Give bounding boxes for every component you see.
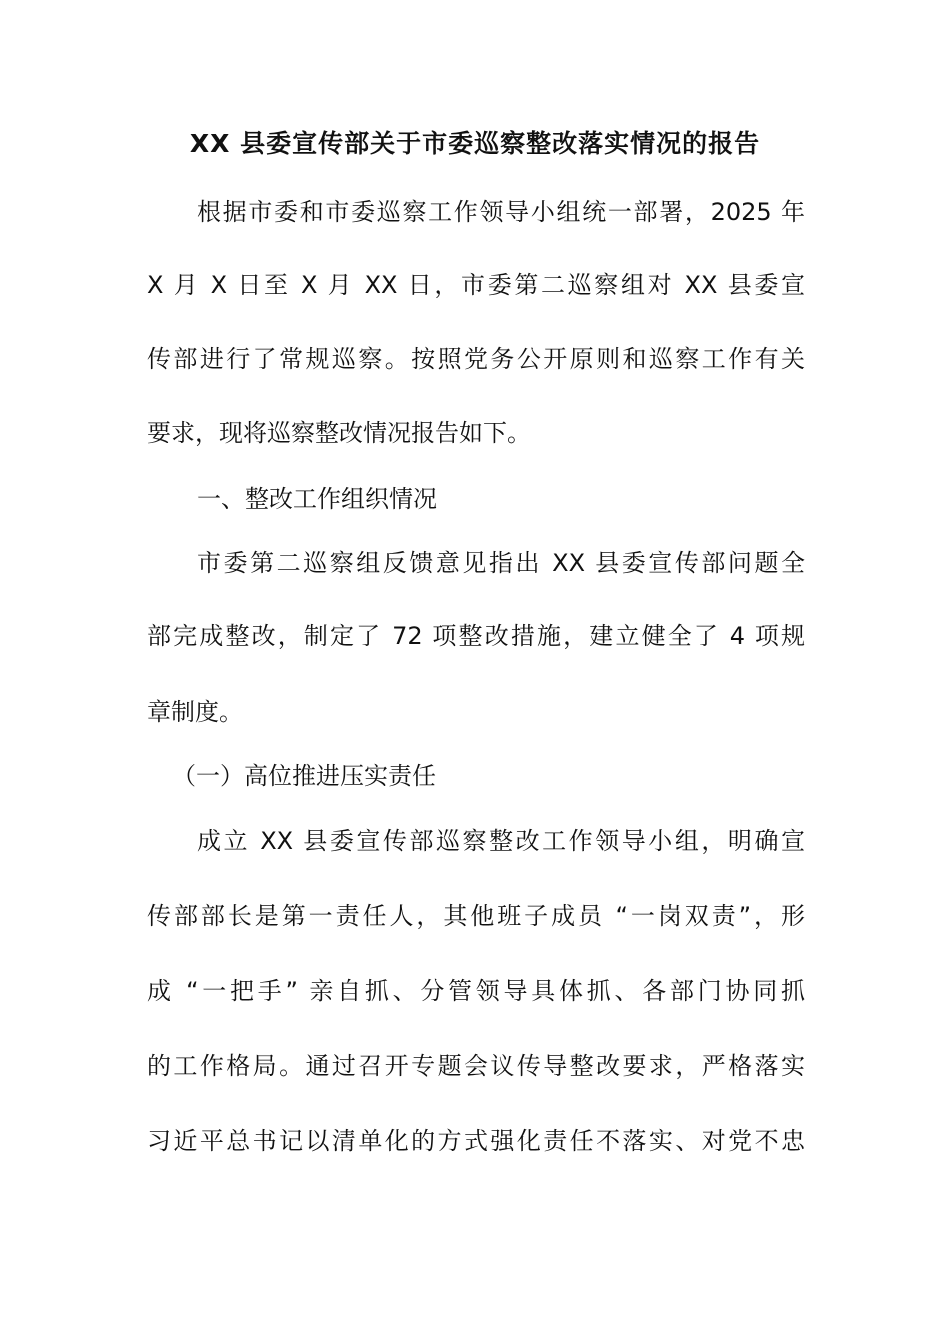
text-line: 要求，现将巡察整改情况报告如下。 [147, 419, 531, 447]
text-line: 习近平总书记以清单化的方式强化责任不落实、对党不忠 [147, 1127, 805, 1155]
subsection-heading: （一）高位推进压实责任 [172, 762, 436, 790]
text-line: 的工作格局。通过召开专题会议传导整改要求，严格落实 [147, 1052, 805, 1080]
text-line: 市委第二巡察组反馈意见指出 XX 县委宣传部问题全 [197, 549, 805, 577]
section-heading: 一、整改工作组织情况 [197, 485, 437, 513]
text-line: 章制度。 [147, 698, 243, 726]
text-line: 成立 XX 县委宣传部巡察整改工作领导小组，明确宣 [197, 827, 805, 855]
text-line: 传部部长是第一责任人，其他班子成员 “一岗双责”，形 [147, 902, 805, 930]
text-line: 根据市委和市委巡察工作领导小组统一部署，2025 年 [197, 198, 805, 226]
text-line: 成 “一把手” 亲自抓、分管领导具体抓、各部门协同抓 [147, 977, 805, 1005]
text-line: 部完成整改，制定了 72 项整改措施，建立健全了 4 项规 [147, 622, 805, 650]
text-line: 传部进行了常规巡察。按照党务公开原则和巡察工作有关 [147, 345, 805, 373]
report-title: XX 县委宣传部关于市委巡察整改落实情况的报告 [189, 129, 761, 158]
text-line: X 月 X 日至 X 月 XX 日，市委第二巡察组对 XX 县委宣 [147, 271, 805, 299]
